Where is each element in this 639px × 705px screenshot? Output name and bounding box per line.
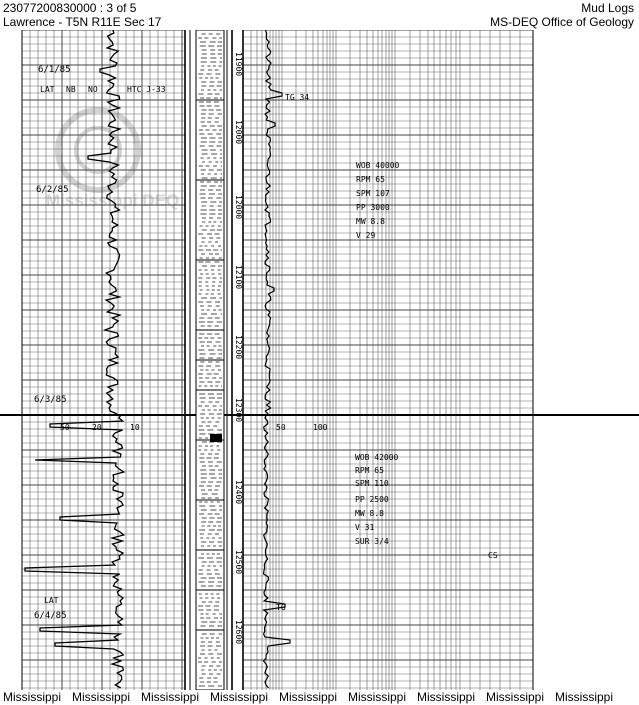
no-annotation: NO xyxy=(88,85,98,94)
depth-label: 12200 xyxy=(234,335,243,360)
depth-label: 12600 xyxy=(234,620,243,645)
lat-annotation: LAT xyxy=(40,85,55,94)
drilling-param: PP 3000 xyxy=(356,203,390,212)
bit-annotation: HTC J-33 xyxy=(127,85,166,94)
footer-label: Mississippi xyxy=(141,690,200,704)
drilling-param: RPM 65 xyxy=(356,175,385,184)
depth-label: 12400 xyxy=(234,480,243,505)
api-page-label: 23077200830000 : 3 of 5 xyxy=(3,1,137,15)
nb-annotation: NB xyxy=(66,85,76,94)
gas-curve-upper xyxy=(265,30,282,414)
drilling-param: SPM 107 xyxy=(356,189,390,198)
footer-label: Mississippi xyxy=(486,690,545,704)
lithology-column xyxy=(196,30,224,690)
depth-label: 12000 xyxy=(234,195,243,220)
drilling-param: SUR 3/4 xyxy=(355,537,389,546)
footer-label: Mississippi xyxy=(348,690,407,704)
cs-annotation: CS xyxy=(488,551,498,560)
lat-annotation: LAT xyxy=(44,596,59,605)
footer-watermark-row xyxy=(0,690,639,705)
date-label: 6/4/85 xyxy=(34,611,67,621)
right-scale-label: 100 xyxy=(313,423,328,432)
footer-label: Mississippi xyxy=(417,690,476,704)
depth-label: 12500 xyxy=(234,550,243,575)
left-scale-label: 50 xyxy=(60,423,70,432)
drilling-param: SPM 110 xyxy=(355,479,389,488)
footer-label: Mississippi xyxy=(279,690,338,704)
tg-annotation: TG 34 xyxy=(285,93,310,102)
log-type-label: Mud Logs xyxy=(581,1,634,15)
tg-annotation: TG xyxy=(276,603,286,612)
right-scale-label: 50 xyxy=(276,423,286,432)
depth-label: 11900 xyxy=(234,52,243,77)
drilling-param: MW 8.8 xyxy=(356,217,385,226)
drilling-param: MW 8.8 xyxy=(355,509,384,518)
drilling-param: WOB 40000 xyxy=(356,161,400,170)
drill-rate-curve-lower xyxy=(25,415,124,688)
depth-label: 12300 xyxy=(234,398,243,423)
date-label: 6/3/85 xyxy=(34,395,67,405)
footer-label: Mississippi xyxy=(3,690,62,704)
footer-label: Mississippi xyxy=(555,690,614,704)
left-scale-label: 20 xyxy=(92,423,102,432)
agency-label: MS-DEQ Office of Geology xyxy=(490,15,634,29)
mud-log-scan xyxy=(0,30,639,690)
watermark-logo xyxy=(46,110,179,210)
drilling-param: V 31 xyxy=(355,523,375,532)
location-label: Lawrence - T5N R11E Sec 17 xyxy=(3,15,162,29)
depth-label: 12000 xyxy=(234,120,243,145)
footer-label: Mississippi xyxy=(72,690,131,704)
drilling-param: PP 2500 xyxy=(355,495,389,504)
date-label: 6/1/85 xyxy=(38,65,71,75)
depth-label: 12100 xyxy=(234,265,243,290)
drilling-param: RPM 65 xyxy=(355,466,384,475)
left-scale-label: 10 xyxy=(130,423,140,432)
date-label: 6/2/85 xyxy=(36,185,69,195)
gas-curve-lower xyxy=(264,415,290,688)
drilling-param: WOB 42000 xyxy=(355,453,399,462)
footer-label: Mississippi xyxy=(210,690,269,704)
drilling-param: V 29 xyxy=(356,231,376,240)
watermark-text: Mississippi DEQ xyxy=(46,191,180,210)
